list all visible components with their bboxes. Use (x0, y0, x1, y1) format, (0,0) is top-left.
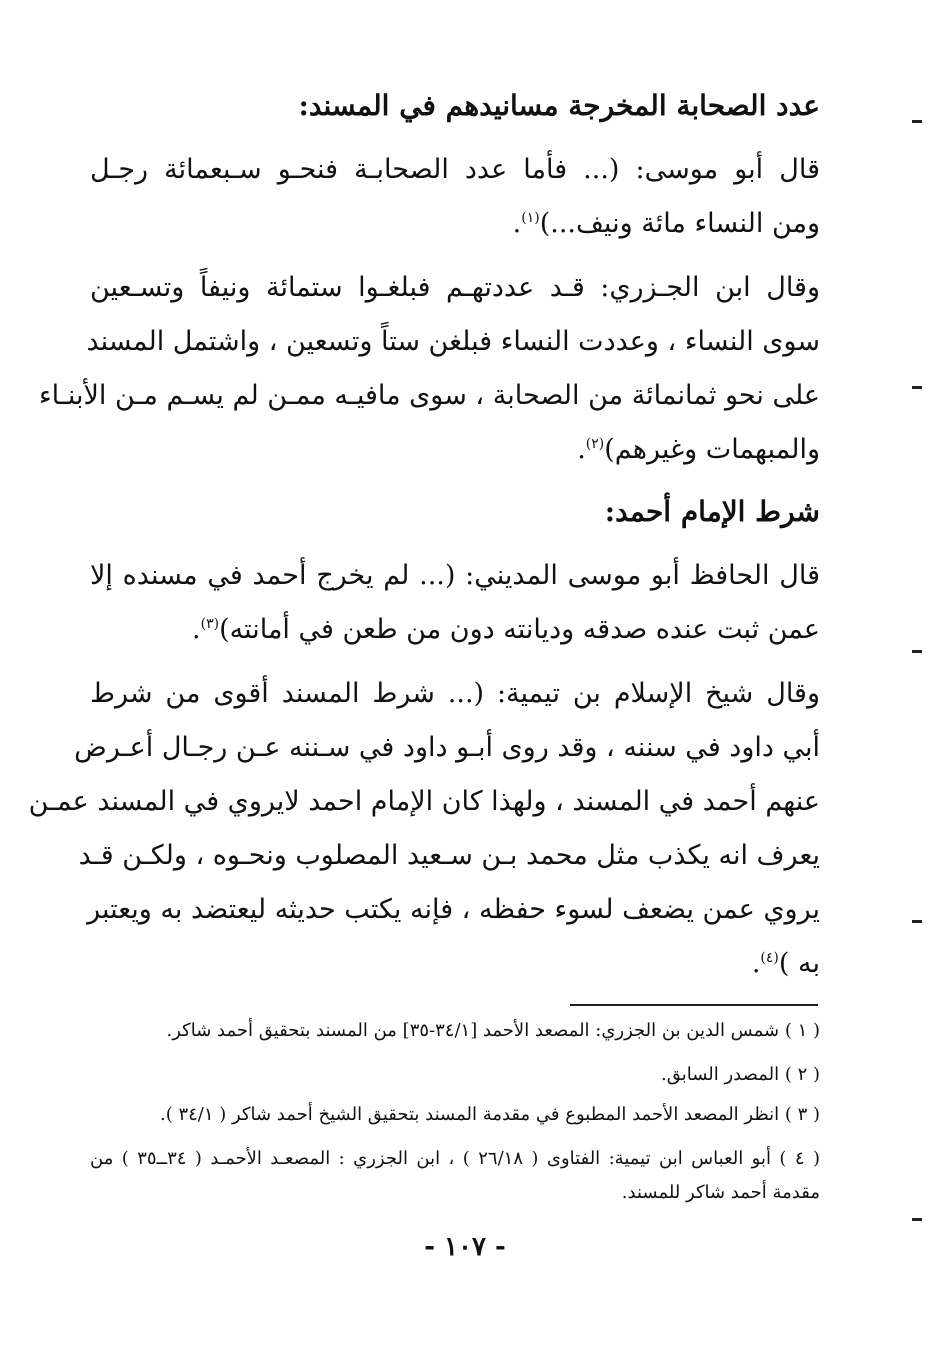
paragraph-line: وقال ابن الجـزري: قـد عددتهـم فبلغـوا ستمائة ونيفاً وتسـعين (90, 272, 820, 303)
paragraph-line: أبي داود في سننه ، وقد روى أبـو داود في سـننه عـن رجـال أعـرض (74, 732, 820, 763)
paragraph-line: قال أبو موسى: (... فأما عدد الصحابـة فنحـو سـبعمائة رجـل (90, 154, 820, 185)
margin-mark (912, 920, 922, 923)
margin-mark (912, 120, 922, 123)
paragraph-line: قال الحافظ أبو موسى المديني: (... لم يخرج أحمد في مسنده إلا (90, 560, 820, 591)
paragraph-line: عنهم أحمد في المسند ، ولهذا كان الإمام احمد لايروي في المسند عمـن (28, 786, 820, 817)
paragraph-line: على نحو ثمانمائة من الصحابة ، سوى مافيـه ممـن لم يسـم مـن الأبنـاء (38, 380, 820, 411)
section-heading-companions-count: عدد الصحابة المخرجة مسانيدهم في المسند: (298, 89, 820, 122)
paragraph-line: ومن النساء مائة ونيف...)$^{(١)}$. (512, 208, 820, 239)
margin-mark (912, 386, 922, 389)
paragraph-line: يعرف انه يكذب مثل محمد بـن سـعيد المصلوب ونحـوه ، ولكـن قـد (78, 840, 820, 871)
footnote-1: ( ١ ) شمس الدين بن الجزري: المصعد الأحمد [٣٤/١-٣٥] من المسند بتحقيق أحمد شاكر. (166, 1020, 820, 1041)
footnote-4: ( ٤ ) أبو العباس ابن تيمية: الفتاوى ( ٢٦/١٨ ) ، ابن الجزري : المصعـد الأحمـد ( ٣٤ــ٣٥ ) من (90, 1148, 821, 1169)
paragraph-line: يروي عمن يضعف لسوء حفظه ، فإنه يكتب حديثه ليعتضد به ويعتبر (87, 894, 820, 925)
footnote-ref[interactable]: (٢) (585, 436, 605, 452)
footnote-4-continued: مقدمة أحمد شاكر للمسند. (621, 1182, 820, 1203)
footnote-separator (570, 1004, 818, 1006)
section-heading-imam-ahmad-condition: شرط الإمام أحمد: (604, 495, 820, 528)
footnote-ref[interactable]: (١) (521, 210, 540, 226)
footnote-ref[interactable]: (٣) (200, 616, 220, 632)
paragraph-line: والمبهمات وغيرهم)$^{(٢)}$. (577, 434, 820, 465)
page-number: - ١٠٧ - (424, 1232, 506, 1262)
footnote-2: ( ٢ ) المصدر السابق. (660, 1064, 820, 1085)
paragraph-line: به )$^{(٤)}$. (751, 948, 820, 979)
margin-mark (912, 1218, 922, 1221)
margin-mark (912, 650, 922, 653)
paragraph-line: عمن ثبت عنده صدقه وديانته دون من طعن في أمانته)$^{(٣)}$. (192, 614, 820, 645)
footnote-ref[interactable]: (٤) (760, 950, 779, 966)
paragraph-line: وقال شيخ الإسلام بن تيمية: (... شرط المسند أقوى من شرط (90, 678, 820, 709)
paragraph-line: سوى النساء ، وعددت النساء فبلغن ستاً وتسعين ، واشتمل المسند (86, 326, 820, 357)
footnote-3: ( ٣ ) انظر المصعد الأحمد المطبوع في مقدمة المسند بتحقيق الشيخ أحمد شاكر ( ٣٤/١ ). (159, 1104, 820, 1125)
